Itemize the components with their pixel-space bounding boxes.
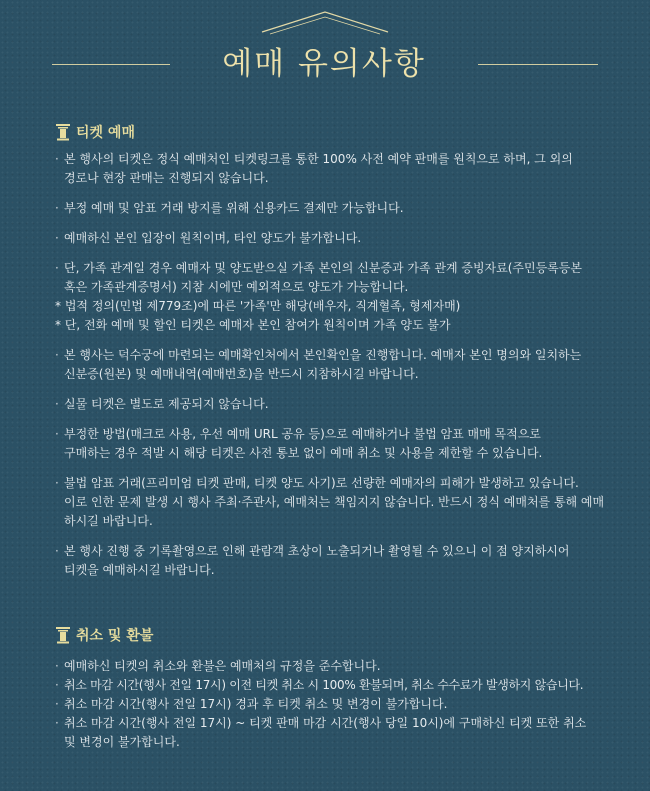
page-title: 예매 유의사항 bbox=[222, 46, 426, 82]
section-heading-label: 티켓 예매 bbox=[76, 125, 135, 141]
list-item: · 단, 가족 관계일 경우 예매자 및 양도받으실 가족 본인의 신분증과 가족 관계 증빙자료(주민등록등본 혹은 가족관계증명서) 지참 시에만 예외적으로 양도가 가능합니다. bbox=[55, 261, 582, 294]
section-heading-refund bbox=[55, 624, 153, 646]
section-heading-label: 취소 및 환불 bbox=[76, 628, 154, 644]
pillar-icon bbox=[55, 626, 71, 644]
note-item: * 단, 전화 예매 및 할인 티켓은 예매자 본인 참여가 원칙이며 가족 양도 불가 bbox=[55, 318, 451, 332]
list-item: · 취소 마감 시간(행사 전일 17시) 이전 티켓 취소 시 100% 환불되며, 취소 수수료가 발생하지 않습니다. bbox=[55, 678, 584, 692]
list-item: · 불법 암표 거래(프리미엄 티켓 판매, 티켓 양도 사기)로 선량한 예매자의 피해가 발생하고 있습니다. 이로 인한 문제 발생 시 행사 주최·주관사, 예매처는 책임지지 않습니다. 반드시 정식 예매처를 통해 예매 하시길 바랍니다. bbox=[55, 476, 605, 528]
pillar-icon bbox=[55, 123, 71, 141]
note-item: * 법적 정의(민법 제779조)에 따른 '가족'만 해당(배우자, 직계혈족, 형제자매) bbox=[55, 299, 461, 313]
title-rule-right bbox=[478, 64, 598, 65]
list-item: · 본 행사는 덕수궁에 마련되는 예매확인처에서 본인확인을 진행합니다. 예매자 본인 명의와 일치하는 신분증(원본) 및 예매내역(예매번호)을 반드시 지참하시길 바랍니다. bbox=[55, 348, 582, 381]
ticket-section-content bbox=[55, 150, 605, 580]
list-item: · 본 행사의 티켓은 정식 예매처인 티켓링크를 통한 100% 사전 예약 판매를 원칙으로 하며, 그 외의 경로나 현장 판매는 진행되지 않습니다. bbox=[55, 152, 573, 185]
list-item: · 부정 예매 및 암표 거래 방지를 위해 신용카드 결제만 가능합니다. bbox=[55, 201, 404, 215]
list-item: · 취소 마감 시간(행사 전일 17시) 경과 후 티켓 취소 및 변경이 불가합니다. bbox=[55, 697, 448, 711]
title-rule-left bbox=[52, 64, 170, 65]
list-item: · 부정한 방법(매크로 사용, 우선 예매 URL 공유 등)으로 예매하거나 불법 암표 매매 목적으로 구매하는 경우 적발 시 해당 티켓은 사전 통보 없이 예매 취소 및 사용을 제한할 수 있습니다. bbox=[55, 427, 543, 460]
refund-section-content bbox=[55, 657, 605, 752]
list-item: · 예매하신 본인 입장이 원칙이며, 타인 양도가 불가합니다. bbox=[55, 231, 362, 245]
page-header bbox=[0, 0, 650, 100]
roof-outline-icon bbox=[0, 8, 650, 38]
list-item: · 취소 마감 시간(행사 전일 17시) ~ 티켓 판매 마감 시간(행사 당일 10시)에 구매하신 티켓 또한 취소 및 변경이 불가합니다. bbox=[55, 716, 587, 749]
section-heading-ticket bbox=[55, 121, 135, 143]
list-item: · 본 행사 진행 중 기록촬영으로 인해 관람객 초상이 노출되거나 촬영될 수 있으니 이 점 양지하시어 티켓을 예매하시길 바랍니다. bbox=[55, 544, 570, 577]
list-item: · 예매하신 티켓의 취소와 환불은 예매처의 규정을 준수합니다. bbox=[55, 659, 381, 673]
list-item: · 실물 티켓은 별도로 제공되지 않습니다. bbox=[55, 397, 269, 411]
